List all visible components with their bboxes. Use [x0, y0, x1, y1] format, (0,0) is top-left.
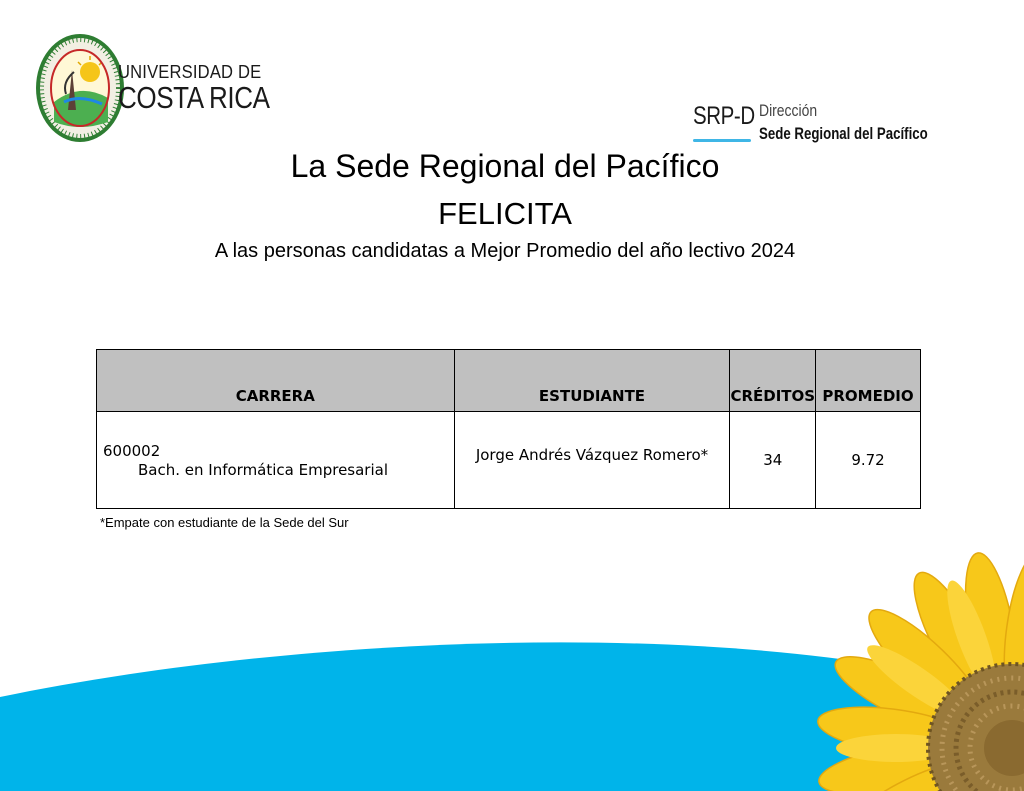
header-estudiante: ESTUDIANTE: [454, 350, 730, 412]
table-header-row: [97, 350, 921, 412]
carrera-name: Bach. en Informática Empresarial: [138, 460, 389, 479]
cell-promedio: 9.72: [816, 412, 921, 509]
srp-direccion: Dirección: [759, 101, 818, 120]
sunflower: [815, 549, 1024, 791]
srp-code: SRP-D: [693, 102, 755, 130]
cell-carrera: [97, 412, 455, 509]
footnote: *Empate con estudiante de la Sede del Sur: [100, 515, 349, 530]
felicita-heading: FELICITA: [438, 196, 572, 231]
carrera-code: 600002: [103, 441, 161, 460]
university-line1: UNIVERSIDAD DE: [118, 62, 262, 82]
table-row: [97, 412, 921, 509]
cell-creditos: 34: [730, 412, 816, 509]
cell-estudiante: Jorge Andrés Vázquez Romero*: [454, 412, 730, 509]
page-subtitle: A las personas candidatas a Mejor Promedio del año lectivo 2024: [214, 240, 796, 262]
page-title: La Sede Regional del Pacífico: [290, 148, 720, 184]
blue-wave: [0, 642, 1024, 791]
header-creditos: CRÉDITOS: [730, 350, 816, 412]
srp-sede: Sede Regional del Pacífico: [759, 124, 928, 143]
university-line2: COSTA RICA: [118, 80, 270, 115]
header-promedio: PROMEDIO: [816, 350, 921, 412]
srp-accent-line: [693, 139, 751, 142]
srp-d-logo: [693, 100, 928, 148]
candidates-table: [96, 349, 921, 509]
university-name: [118, 63, 298, 113]
header-carrera: CARRERA: [97, 350, 455, 412]
